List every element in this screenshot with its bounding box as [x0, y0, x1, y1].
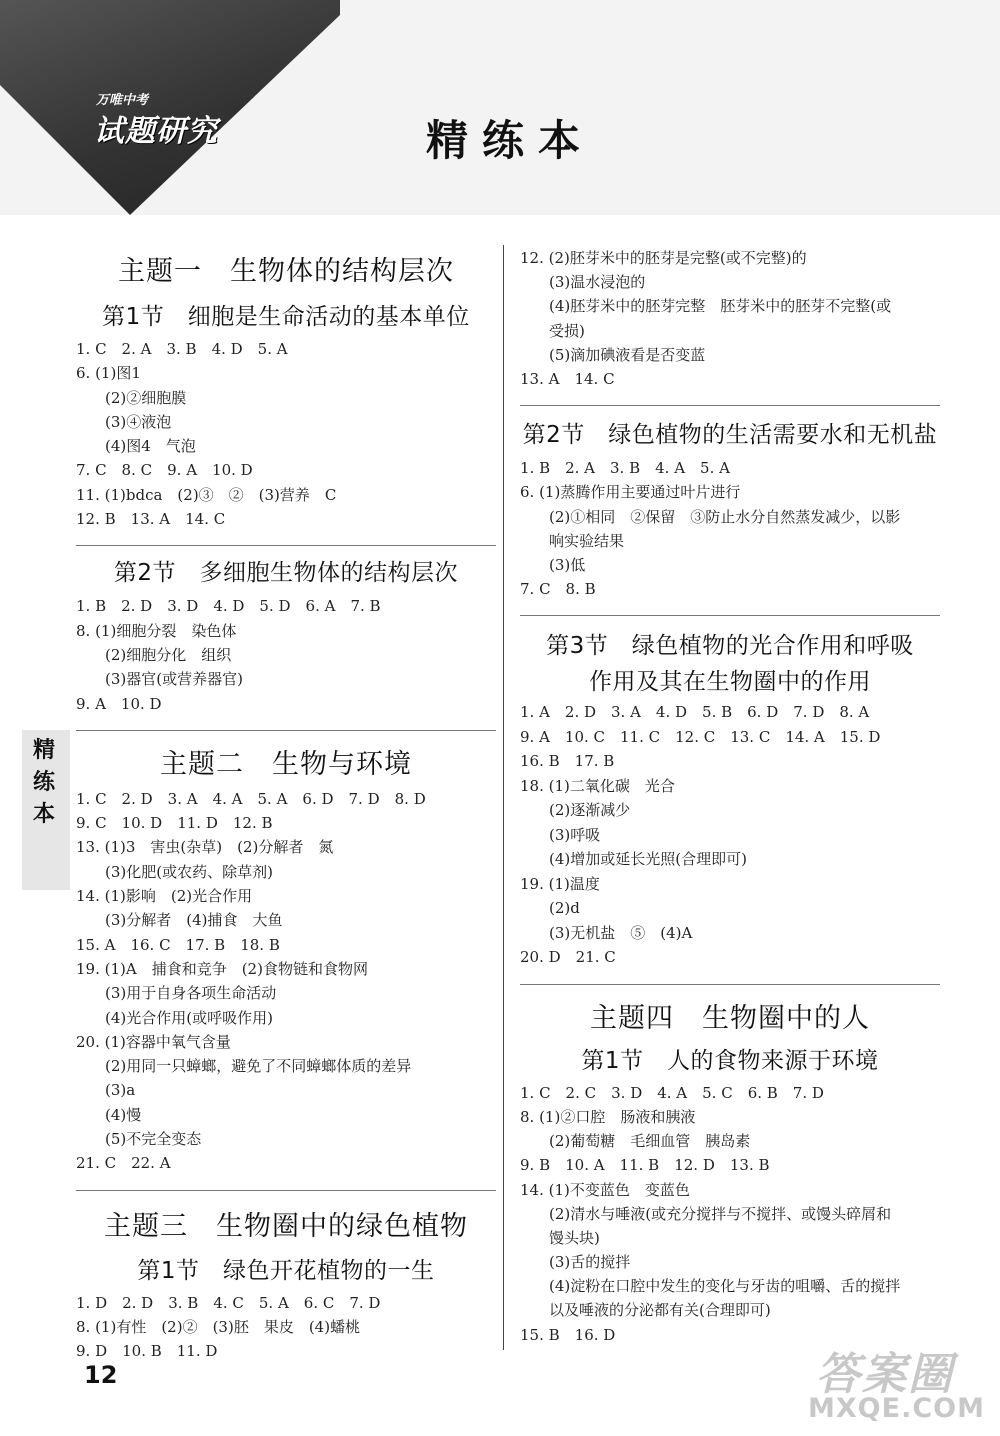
answer-line: 1. C 2. C 3. D 4. A 5. C 6. B 7. D [520, 1083, 824, 1102]
answer-line: 9. A 10. D [76, 694, 162, 713]
divider [76, 1190, 496, 1191]
answer-line: 响实验结果 [549, 531, 625, 550]
answer-line: (3)温水浸泡的 [549, 273, 646, 292]
column-divider [503, 245, 504, 1350]
answer-line: (3)a [105, 1081, 136, 1100]
section-heading: 第2节 多细胞生物体的结构层次 [113, 560, 459, 587]
answer-line: 7. C 8. C 9. A 10. D [76, 461, 253, 480]
section-heading: 第1节 人的食物来源于环境 [581, 1047, 879, 1074]
answer-line: (3)舌的搅拌 [549, 1253, 631, 1272]
answer-line: 1. C 2. D 3. A 4. A 5. A 6. D 7. D 8. D [76, 789, 426, 808]
answer-line: (4)光合作用(或呼吸作用) [105, 1008, 273, 1027]
answer-line: 12. (2)胚芽米中的胚芽是完整(或不完整)的 [520, 249, 807, 267]
answer-line: 馒头块) [549, 1228, 600, 1247]
answer-line: (3)用于自身各项生命活动 [105, 984, 277, 1003]
answer-line: 19. (1)A 捕食和竞争 (2)食物链和食物网 [76, 959, 368, 978]
answer-line: 18. (1)二氧化碳 光合 [520, 776, 675, 795]
answer-block [520, 456, 940, 601]
answer-line: (2)①相同 ②保留 ③防止水分自然蒸发减少，以影 [549, 507, 901, 526]
divider [520, 984, 940, 985]
answer-line: (2)逐渐减少 [549, 801, 631, 820]
page-number: 12 [84, 1361, 118, 1389]
answer-line: 1. B 2. A 3. B 4. A 5. A [520, 459, 730, 478]
answer-line: (2)葡萄糖 毛细血管 胰岛素 [549, 1132, 751, 1151]
answer-line: 13. (1)3 害虫(杂草) (2)分解者 氮 [76, 838, 334, 857]
divider [76, 545, 496, 546]
watermark-logo: 答案圈 [816, 1349, 954, 1400]
answer-line: 13. A 14. C [520, 369, 615, 388]
answer-line: 6. (1)蒸腾作用主要通过叶片进行 [520, 483, 741, 502]
answer-line: (5)不完全变态 [105, 1130, 202, 1149]
side-tab-label: 精练本 [33, 738, 56, 827]
watermark-url: MXQE.COM [808, 1393, 985, 1424]
answer-line: 19. (1)温度 [520, 874, 600, 893]
answer-line: 8. (1)②口腔 肠液和胰液 [520, 1107, 696, 1126]
answer-line: 15. B 16. D [520, 1325, 616, 1344]
answer-line: 1. D 2. D 3. B 4. C 5. A 6. C 7. D [76, 1293, 381, 1312]
answer-line: 1. C 2. A 3. B 4. D 5. A [76, 340, 288, 358]
section-heading: 第3节 绿色植物的光合作用和呼吸 [546, 633, 914, 660]
answer-block [520, 1081, 940, 1347]
answer-block [520, 700, 940, 970]
divider [76, 730, 496, 731]
answer-line: 6. (1)图1 [76, 364, 141, 383]
answer-line: 7. C 8. B [520, 580, 596, 599]
answer-line: 11. (1)bdca (2)③ ② (3)营养 C [76, 485, 337, 504]
answer-line: (4)增加或延长光照(合理即可) [549, 850, 747, 869]
answer-line: (4)慢 [105, 1105, 142, 1124]
section-heading-cont: 作用及其在生物圈中的作用 [589, 669, 871, 696]
answer-line: (3)器官(或营养器官) [105, 670, 243, 689]
brand-logo: 试题研究 [94, 114, 218, 149]
answer-line: 21. C 22. A [76, 1154, 171, 1173]
answer-line: (2)②细胞膜 [105, 388, 187, 407]
page-title: 精练本 [425, 116, 594, 165]
topic-heading: 主题一 生物体的结构层次 [118, 256, 454, 287]
answer-line: 9. A 10. C 11. C 12. C 13. C 14. A 15. D [520, 727, 881, 746]
section-heading: 第1节 细胞是生命活动的基本单位 [102, 304, 470, 330]
answer-line: 20. D 21. C [520, 948, 616, 967]
left-column [76, 240, 496, 1364]
section-heading: 第1节 绿色开花植物的一生 [137, 1257, 435, 1284]
answer-block [76, 594, 496, 715]
answer-line: 受损) [549, 321, 585, 340]
answer-line: (3)低 [549, 555, 586, 574]
answer-line: (4)胚芽米中的胚芽完整 胚芽米中的胚芽不完整(或 [549, 297, 892, 316]
answer-block [76, 337, 496, 531]
topic-heading: 主题四 生物圈中的人 [590, 1002, 870, 1034]
answer-line: 9. C 10. D 11. D 12. B [76, 814, 273, 833]
answer-line: 14. (1)影响 (2)光合作用 [76, 887, 253, 906]
answer-line: (4)图4 气泡 [105, 437, 196, 456]
right-column [520, 246, 940, 1347]
answer-line: (2)d [549, 899, 580, 918]
answer-line: (2)用同一只蟑螂，避免了不同蟑螂体质的差异 [105, 1057, 412, 1076]
answer-line: 9. B 10. A 11. B 12. D 13. B [520, 1156, 770, 1175]
answer-line: 14. (1)不变蓝色 变蓝色 [520, 1180, 690, 1199]
topic-heading: 主题三 生物圈中的绿色植物 [104, 1210, 468, 1242]
answer-line: (3)呼吸 [549, 825, 601, 844]
section-heading: 第2节 绿色植物的生活需要水和无机盐 [522, 422, 938, 449]
answer-line: 以及唾液的分泌都有关(合理即可) [549, 1301, 771, 1320]
answer-line: (3)分解者 (4)捕食 大鱼 [105, 911, 283, 930]
answer-line: (2)细胞分化 组织 [105, 645, 232, 664]
answer-line: (3)④液泡 [105, 412, 172, 431]
answer-line: 16. B 17. B [520, 752, 615, 771]
answer-line: (4)淀粉在口腔中发生的变化与牙齿的咀嚼、舌的搅拌 [549, 1277, 901, 1296]
answer-line: 1. B 2. D 3. D 4. D 5. D 6. A 7. B [76, 597, 381, 616]
answer-block [76, 787, 496, 1176]
answer-block [76, 1291, 496, 1364]
topic-heading: 主题二 生物与环境 [160, 748, 412, 780]
divider [520, 405, 940, 406]
answer-line: 8. (1)有性 (2)② (3)胚 果皮 (4)蟠桃 [76, 1317, 361, 1336]
answer-line: 8. (1)细胞分裂 染色体 [76, 621, 237, 640]
answer-block [520, 246, 940, 391]
answer-line: (2)清水与唾液(或充分搅拌与不搅拌、或馒头碎屑和 [549, 1204, 892, 1223]
answer-line: 15. A 16. C 17. B 18. B [76, 935, 280, 954]
divider [520, 615, 940, 616]
answer-line: (3)化肥(或农药、除草剂) [105, 862, 273, 881]
answer-line: 12. B 13. A 14. C [76, 510, 226, 529]
answer-line: (5)滴加碘液看是否变蓝 [549, 345, 706, 364]
answer-line: 1. A 2. D 3. A 4. D 5. B 6. D 7. D 8. A [520, 703, 870, 722]
answer-line: 20. (1)容器中氧气含量 [76, 1032, 231, 1051]
answer-line: 9. D 10. B 11. D [76, 1342, 218, 1361]
brand-small-logo: 万唯中考 [96, 93, 149, 108]
answer-line: (3)无机盐 ⑤ (4)A [549, 923, 693, 942]
